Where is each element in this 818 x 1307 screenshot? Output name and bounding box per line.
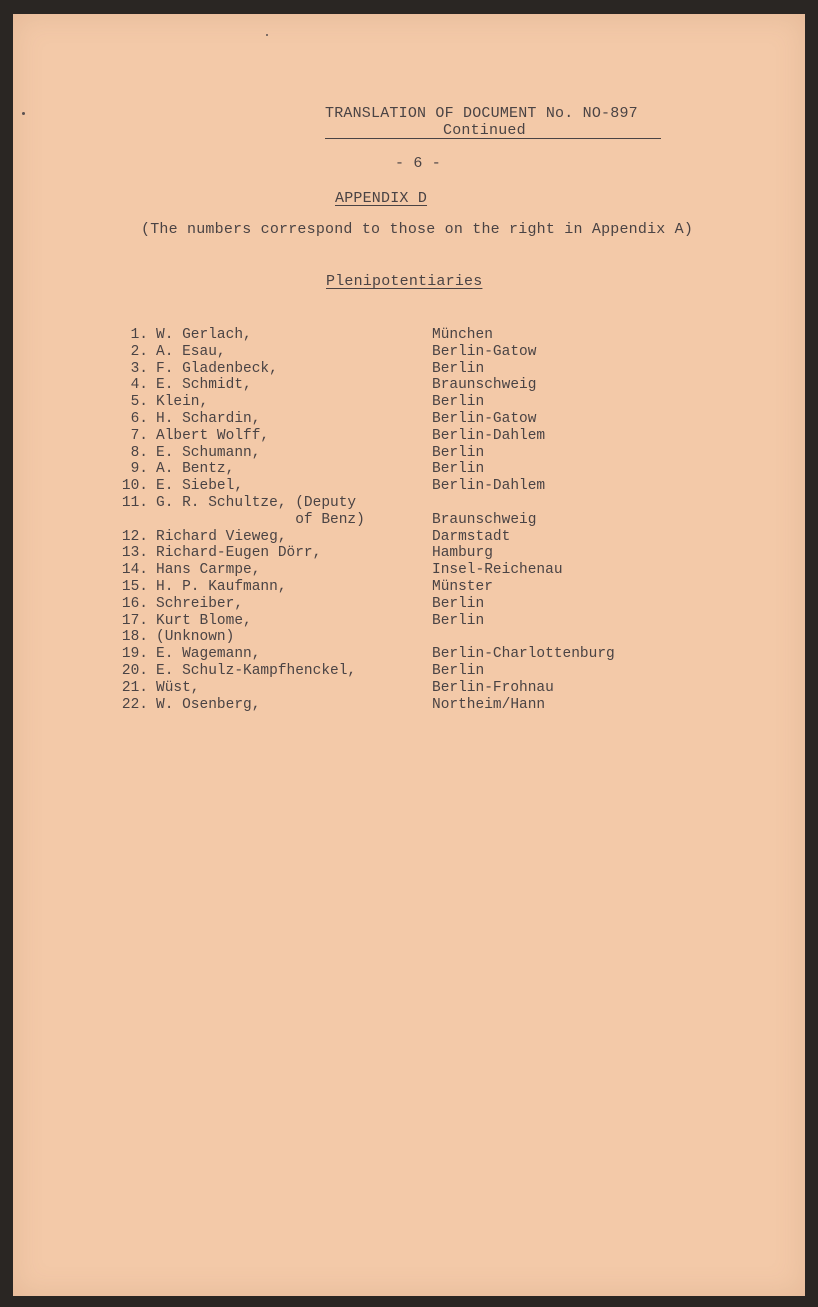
list-item: [108, 327, 708, 344]
entry-place: München: [432, 327, 493, 343]
entry-number: 4.: [130, 377, 148, 394]
entry-number: 9.: [130, 461, 148, 478]
list-item: [108, 411, 708, 428]
header-continued: Continued: [443, 122, 526, 139]
entry-name: G. R. Schultze, (Deputy: [156, 495, 357, 511]
list-item: [108, 461, 708, 478]
entry-number: 12.: [121, 528, 148, 545]
entry-name: Wüst,: [156, 679, 200, 696]
entry-place: Braunschweig: [432, 511, 537, 528]
list-item: [108, 680, 708, 697]
entry-place: Berlin-Dahlem: [432, 478, 546, 495]
entry-name: Richard Vieweg,: [156, 528, 287, 545]
entry-number: 1.: [130, 327, 148, 343]
entry-number: 2.: [130, 343, 148, 360]
appendix-note: (The numbers correspond to those on the right in Appendix A): [141, 221, 694, 238]
list-item: [108, 629, 708, 646]
entry-place: Berlin: [432, 612, 485, 629]
entry-place: Berlin-Gatow: [432, 343, 537, 360]
entry-number: 10.: [121, 478, 148, 495]
entry-name: Kurt Blome,: [156, 612, 252, 629]
entry-name: Klein,: [156, 394, 209, 411]
list-item: [108, 361, 708, 378]
entry-place: Insel-Reichenau: [432, 562, 563, 579]
list-item: [108, 697, 708, 714]
entry-number: 16.: [121, 595, 148, 612]
list-item: [108, 646, 708, 663]
entry-place: Berlin: [432, 663, 485, 679]
entry-place: Northeim/Hann: [432, 696, 546, 713]
list-item: [108, 663, 708, 680]
entry-place: Berlin: [432, 394, 485, 411]
entry-name: A. Bentz,: [156, 461, 235, 478]
entry-number: 11.: [121, 495, 148, 511]
entry-number: 18.: [121, 629, 148, 646]
list-item: [108, 377, 708, 394]
entry-name: W. Osenberg,: [156, 696, 261, 713]
entry-name: E. Schumann,: [156, 444, 261, 461]
entry-place: Münster: [432, 579, 493, 595]
entry-place: Berlin: [432, 595, 485, 612]
entry-number: 3.: [130, 360, 148, 377]
entry-number: 22.: [121, 696, 148, 713]
appendix-title: APPENDIX D: [335, 190, 428, 207]
list-item: [108, 512, 708, 529]
entry-name: E. Siebel,: [156, 478, 244, 495]
list-item: [108, 495, 708, 512]
header-underline: [325, 138, 661, 139]
entry-name: E. Schmidt,: [156, 377, 252, 394]
entry-number: 7.: [130, 427, 148, 444]
entry-place: Berlin: [432, 360, 485, 377]
entry-name: Richard-Eugen Dörr,: [156, 545, 322, 562]
list-item: [108, 445, 708, 462]
entry-number: 13.: [121, 545, 148, 562]
entry-number: 6.: [130, 411, 148, 427]
entry-place: Braunschweig: [432, 377, 537, 394]
plenipotentiaries-list: [108, 327, 708, 727]
entry-name: E. Schulz-Kampfhenckel,: [156, 663, 357, 679]
list-item: [108, 478, 708, 495]
list-item: [108, 545, 708, 562]
entry-place: Berlin: [432, 461, 485, 478]
entry-place: Berlin-Frohnau: [432, 679, 554, 696]
entry-place: Berlin-Charlottenburg: [432, 646, 615, 663]
document-page: [13, 14, 805, 1296]
entry-name: (Unknown): [156, 629, 235, 646]
entry-place: Berlin-Gatow: [432, 411, 537, 427]
header-title: TRANSLATION OF DOCUMENT No. NO-897: [325, 105, 638, 122]
entry-name: Albert Wolff,: [156, 427, 270, 444]
paper-mark: [22, 112, 25, 115]
entry-name: H. Schardin,: [156, 411, 261, 427]
entry-number: 15.: [121, 579, 148, 595]
entry-place: Berlin-Dahlem: [432, 427, 546, 444]
entry-name: F. Gladenbeck,: [156, 360, 278, 377]
entry-name: of Benz): [156, 511, 365, 528]
list-item: [108, 394, 708, 411]
entry-number: 8.: [130, 444, 148, 461]
entry-name: Hans Carmpe,: [156, 562, 261, 579]
entry-place: Darmstadt: [432, 528, 511, 545]
list-item: [108, 428, 708, 445]
entry-place: Berlin: [432, 444, 485, 461]
entry-name: Schreiber,: [156, 595, 244, 612]
entry-number: 21.: [121, 679, 148, 696]
paper-mark: [266, 34, 268, 36]
list-item: [108, 529, 708, 546]
entry-name: A. Esau,: [156, 343, 226, 360]
list-item: [108, 613, 708, 630]
entry-number: 20.: [121, 663, 148, 679]
entry-name: H. P. Kaufmann,: [156, 579, 287, 595]
page-number: - 6 -: [395, 155, 442, 172]
list-item: [108, 579, 708, 596]
entry-name: E. Wagemann,: [156, 646, 261, 663]
entry-number: 17.: [121, 612, 148, 629]
entry-number: 5.: [130, 394, 148, 411]
list-item: [108, 596, 708, 613]
entry-number: 19.: [121, 646, 148, 663]
section-title: Plenipotentiaries: [326, 273, 483, 290]
list-item: [108, 344, 708, 361]
entry-name: W. Gerlach,: [156, 327, 252, 343]
entry-number: 14.: [121, 562, 148, 579]
entry-place: Hamburg: [432, 545, 493, 562]
list-item: [108, 562, 708, 579]
